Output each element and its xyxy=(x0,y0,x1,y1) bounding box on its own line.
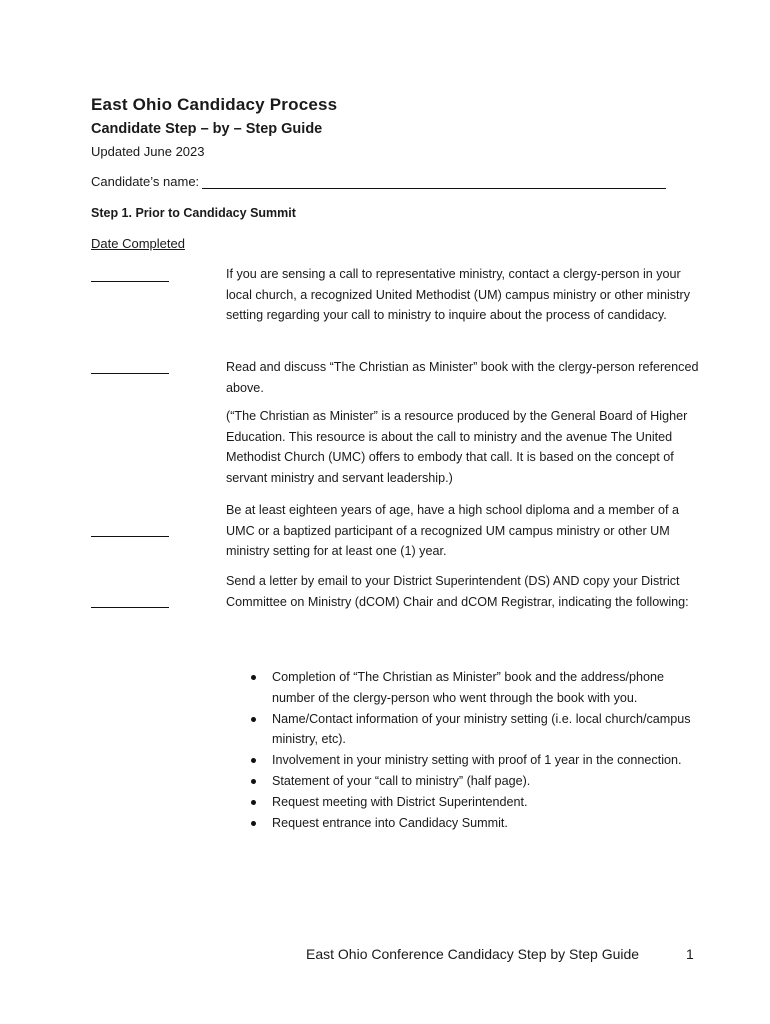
list-item xyxy=(248,750,708,771)
candidate-name-label: Candidate’s name: xyxy=(91,174,200,189)
bullet-icon xyxy=(251,821,256,826)
step-item-paragraph: Read and discuss “The Christian as Minister” book with the clergy-person referenced above. xyxy=(226,360,699,395)
date-blank-1[interactable] xyxy=(91,281,169,282)
list-item xyxy=(248,709,708,750)
bullet-icon xyxy=(251,717,256,722)
step-item-paragraph: Send a letter by email to your District Superintendent (DS) AND copy your District Committee on Ministry (dCOM) Chair and dCOM Registrar, indicating the following: xyxy=(226,574,689,609)
candidate-name-row xyxy=(91,174,681,189)
document-subtitle: Candidate Step – by – Step Guide xyxy=(91,121,323,137)
bullet-icon xyxy=(251,800,256,805)
list-item-text: Completion of “The Christian as Minister” book and the address/phone number of the clergy-person who went through the book with you. xyxy=(272,670,665,705)
list-item-text: Name/Contact information of your ministry setting (i.e. local church/campus ministry, etc). xyxy=(272,711,691,746)
date-blank-2[interactable] xyxy=(91,373,169,374)
bullet-icon xyxy=(251,758,256,763)
step-item-paragraph: Be at least eighteen years of age, have a high school diploma and a member of a UMC or a baptized participant of a recognized UM campus ministry or other UM ministry setting for at least one (1) year. xyxy=(226,503,679,558)
list-item-text: Involvement in your ministry setting with proof of 1 year in the connection. xyxy=(272,753,682,767)
step-item-paragraph: If you are sensing a call to representative ministry, contact a clergy-person in your local church, a recognized United Methodist (UM) campus ministry or other ministry setting regarding your call to ministry to inquire about the process of candidacy. xyxy=(226,267,691,322)
list-item xyxy=(248,792,708,813)
step-item-paragraph: (“The Christian as Minister” is a resource produced by the General Board of Higher Education. This resource is about the call to ministry and the avenue The United Methodist Church (UMC) offers to embody that call. It is based on the concept of servant ministry and servant leadership.) xyxy=(226,409,688,485)
date-blank-4[interactable] xyxy=(91,607,169,608)
updated-date: Updated June 2023 xyxy=(91,144,205,159)
list-item-text: Request meeting with District Superintendent. xyxy=(272,795,528,809)
letter-requirements-list xyxy=(248,667,708,834)
bullet-icon xyxy=(251,675,256,680)
bullet-icon xyxy=(251,779,256,784)
page-number: 1 xyxy=(686,946,694,962)
step-heading: Step 1. Prior to Candidacy Summit xyxy=(91,206,296,220)
list-item xyxy=(248,771,708,792)
list-item-text: Request entrance into Candidacy Summit. xyxy=(272,816,508,830)
list-item xyxy=(248,813,708,834)
page-footer: East Ohio Conference Candidacy Step by Step Guide xyxy=(306,946,640,962)
date-blank-3[interactable] xyxy=(91,536,169,537)
list-item xyxy=(248,667,708,708)
document-title: East Ohio Candidacy Process xyxy=(91,95,338,114)
candidate-name-field[interactable] xyxy=(202,174,666,189)
list-item-text: Statement of your “call to ministry” (half page). xyxy=(272,774,531,788)
date-completed-label: Date Completed xyxy=(91,236,185,251)
